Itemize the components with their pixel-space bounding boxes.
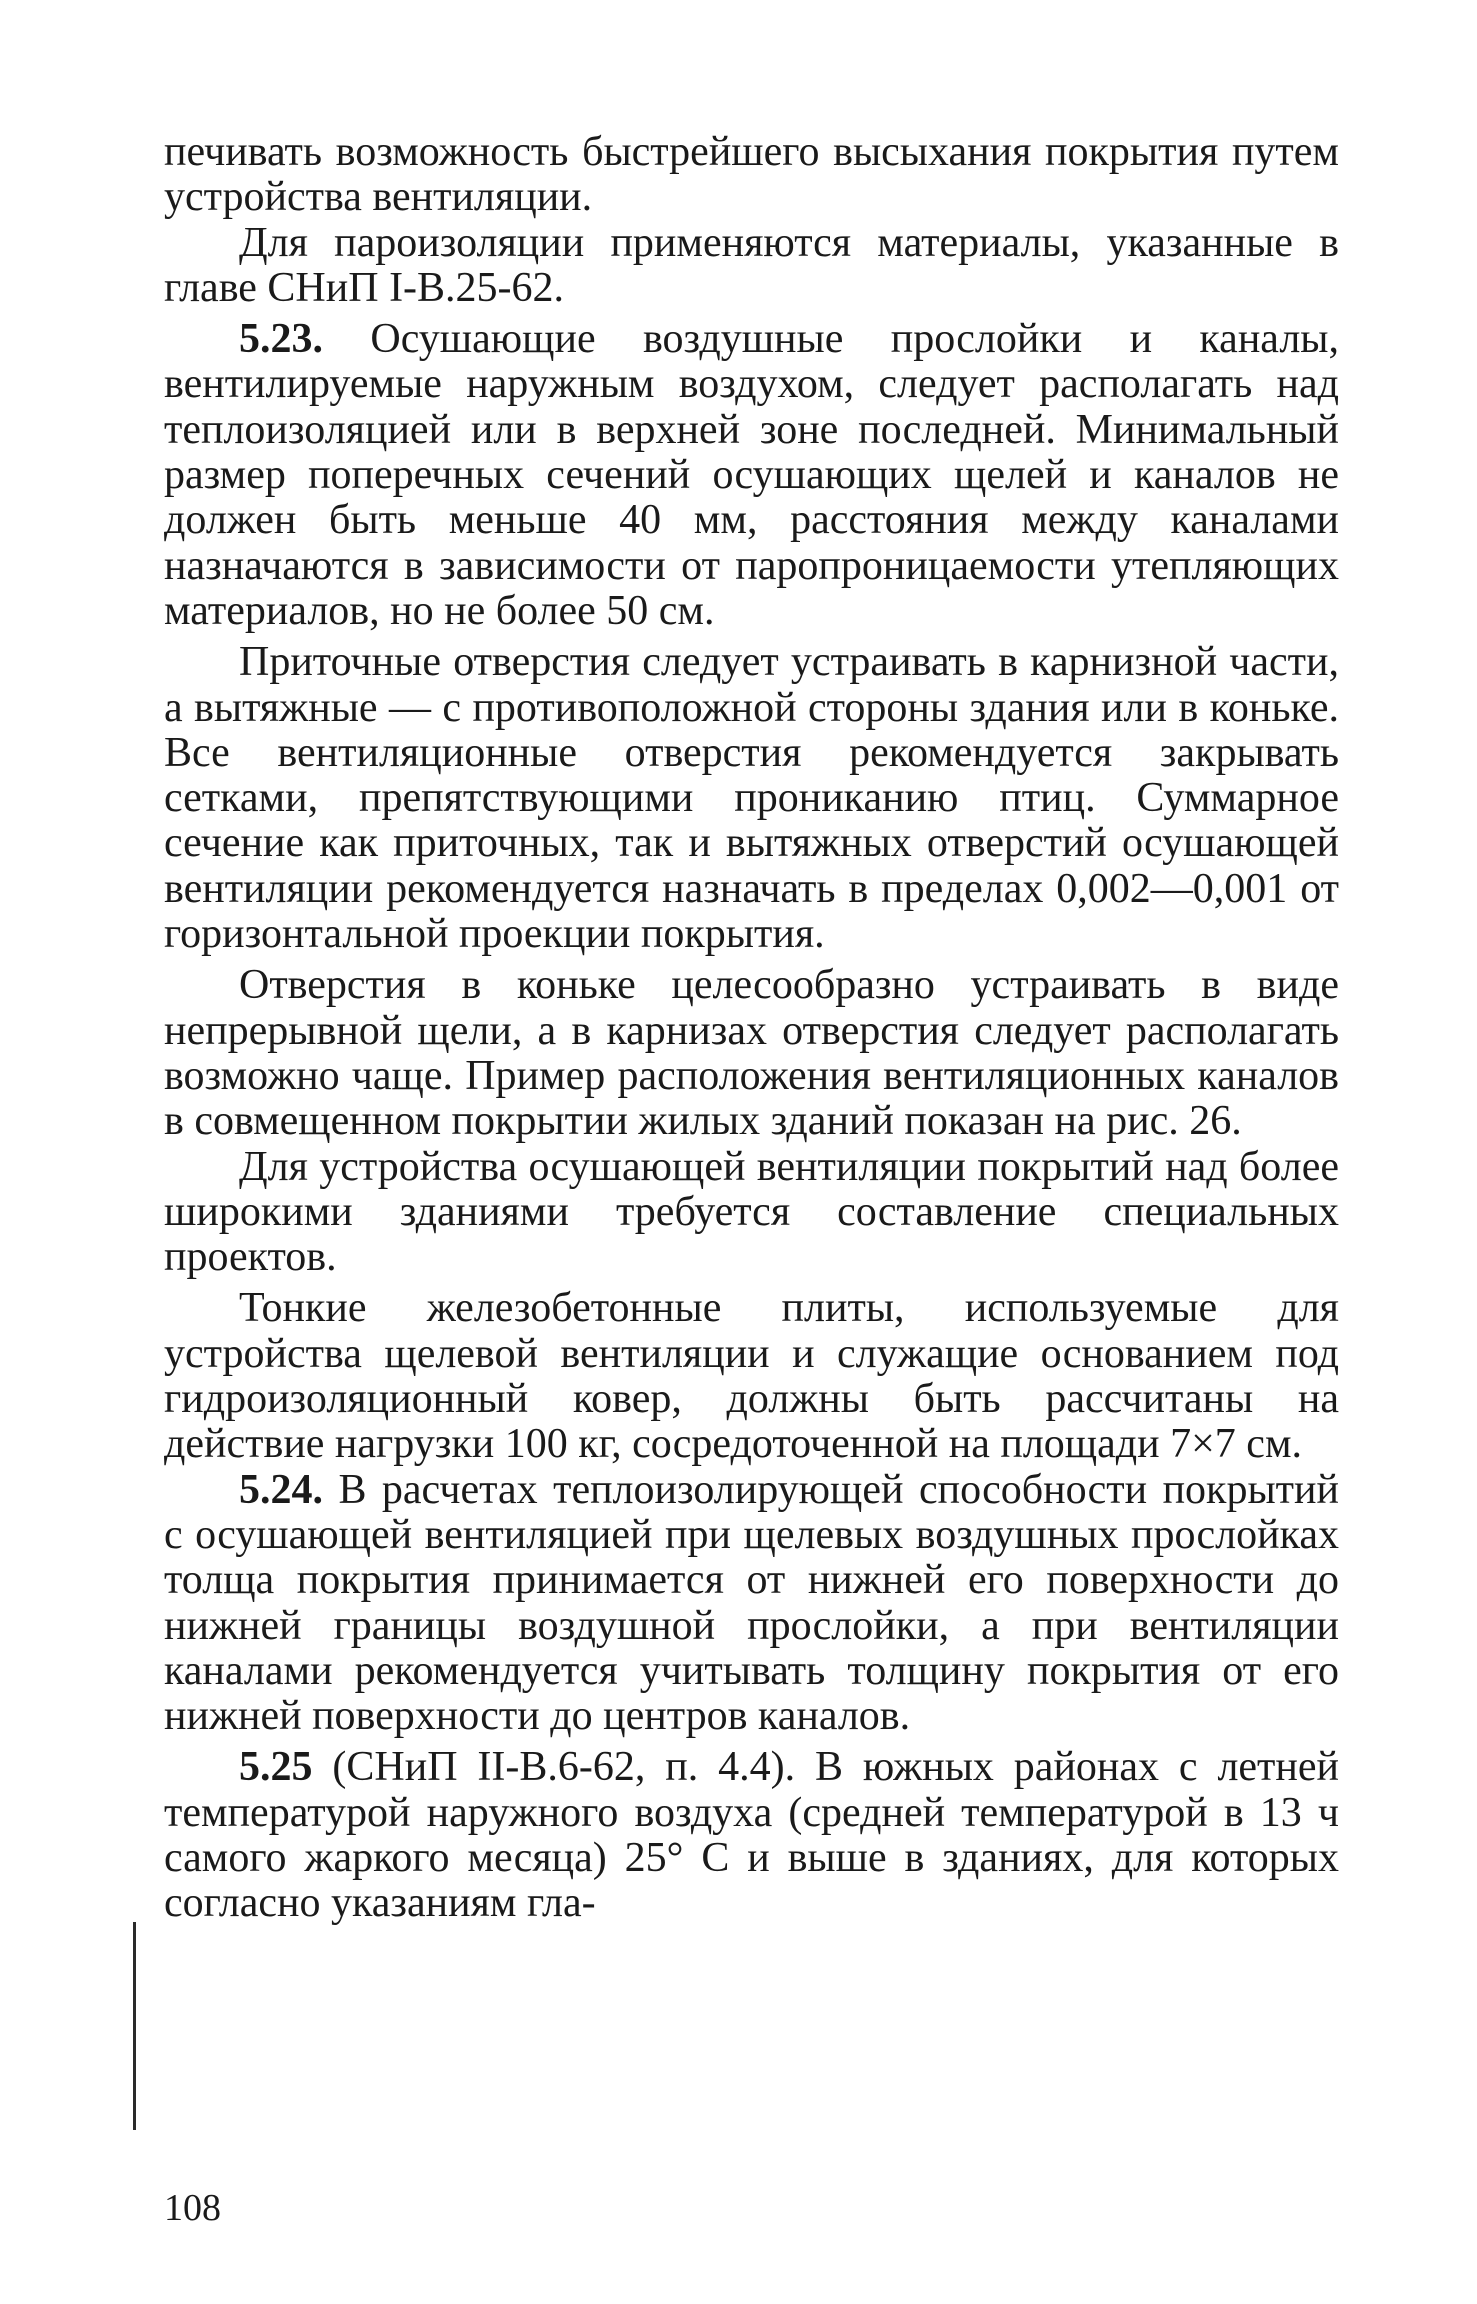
section-number: 5.23. [239, 316, 323, 363]
paragraph-text: Для пароизоляции применяются материалы, указанные в главе СНиП I-В.25-62. [164, 219, 1339, 311]
paragraph-concrete-slabs [164, 1286, 1339, 1467]
page-number: 108 [164, 2187, 221, 2229]
paragraph-continuation [164, 130, 1339, 221]
paragraph-text: Тонкие железобетонные плиты, используемые для устройства щелевой вентиляции и служащие основанием под гидроизоляционный ковер, должны быть рассчитаны на действие нагрузки 100 кг, сосредоточенной на площади 7×7 см. [164, 1285, 1339, 1468]
section-number: 5.24. [239, 1466, 323, 1513]
paragraph-5-24 [164, 1468, 1339, 1740]
paragraph-text: В расчетах теплоизолирующей способности покрытий с осушающей вентиляцией при щелевых воздушных прослойках толща покрытия принимается от нижней его поверхности до нижней границы воздушной прослойки, а при вентиляции каналами рекомендуется учитывать толщину покрытия от его нижней поверхности до центров каналов. [164, 1466, 1339, 1740]
paragraph-wide-buildings [164, 1145, 1339, 1281]
paragraph-5-25 [164, 1745, 1339, 1926]
paragraph-text: (СНиП II-В.6-62, п. 4.4). В южных районах с летней температурой наружного воздуха (средней температурой в 13 ч самого жаркого месяца) 25° С и выше в зданиях, для которых согласно указаниям гла- [164, 1744, 1339, 1927]
paragraph-vapor-barrier [164, 221, 1339, 312]
paragraph-text: Отверстия в коньке целесообразно устраивать в виде непрерывной щели, а в карнизах отверстия следует располагать возможно чаще. Пример расположения вентиляционных каналов в совмещенном покрытии жилых зданий показан на рис. 26. [164, 962, 1339, 1145]
paragraph-text: Для устройства осушающей вентиляции покрытий над более широкими зданиями требуется составление специальных проектов. [164, 1143, 1339, 1281]
section-number: 5.25 [239, 1744, 313, 1791]
paragraph-ridge-openings [164, 963, 1339, 1144]
margin-change-bar [133, 1922, 136, 2130]
paragraph-inlet-openings [164, 640, 1339, 957]
body-text [164, 130, 1339, 1927]
paragraph-text: Приточные отверстия следует устраивать в карнизной части, а вытяжные — с противоположной стороны здания или в коньке. Все вентиляционные отверстия рекомендуется закрывать сетками, препятствующими прониканию птиц. Суммарное сечение как приточных, так и вытяжных отверстий осушающей вентиляции рекомендуется назначать в пределах 0,002—0,001 от горизонтальной проекции покрытия. [164, 639, 1339, 958]
paragraph-text: Осушающие воздушные прослойки и каналы, вентилируемые наружным воздухом, следует располагать над теплоизоляцией или в верхней зоне последней. Минимальный размер поперечных сечений осушающих щелей и каналов не должен быть меньше 40 мм, расстояния между каналами назначаются в зависимости от паропроницаемости утепляющих материалов, но не более 50 см. [164, 316, 1339, 634]
paragraph-5-23 [164, 317, 1339, 634]
paragraph-text: печивать возможность быстрейшего высыхания покрытия путем устройства вентиляции. [164, 129, 1339, 221]
